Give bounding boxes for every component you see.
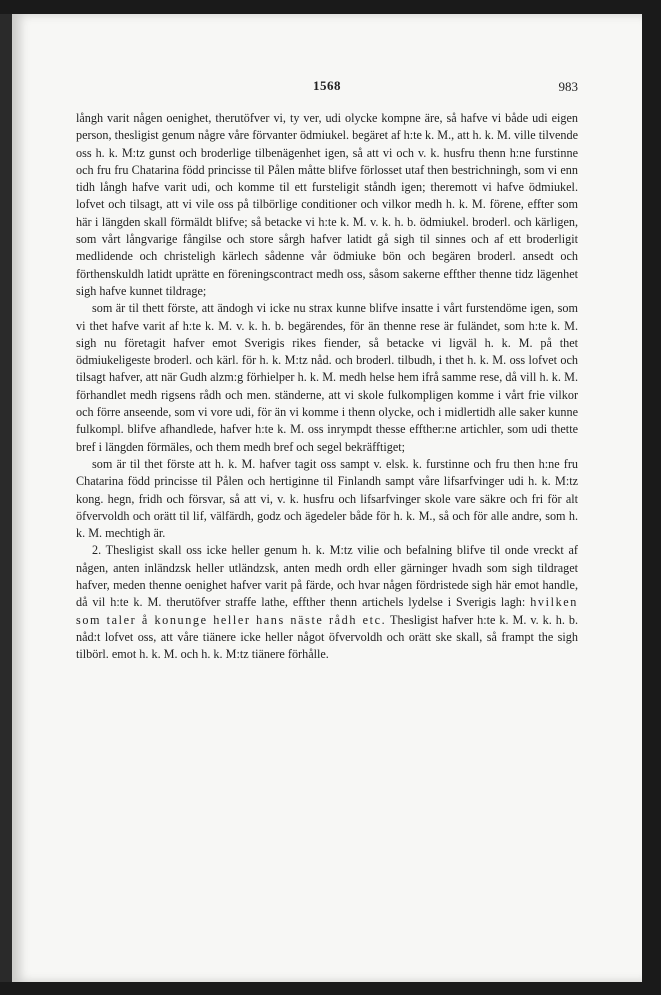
paragraph-1: långh varit någen oenighet, therutöfver vi, ty ver, udi olycke kompne äre, så hafve vi både udi eigen person, thesligist genum någre våre förvanter ödmiukel. begäret af h:te k. M., att h. k. M. ville tilvende oss h. k. M:tz gunst och broderlige tilbenägenhet igen, så att vi och v. k. husfru thenn h:ne furstinne och fru fru Chatarina född princisse til Pålen måtte blifve förlosset utaf then bestrichningh, som vi enn tidh långh hafve varit udi, och komme til ett fursteligit ståndh igen; theremott vi hafve ödmiukel. lofvet och tilsagt, att vi vile oss på tilbörlige conditioner och vilkor medh h. k. M. förene, effter som här i längden skall förmäldt blifve; så betacke vi h:te k. M. v. k. h. b. ödmiukel. broderl. och kärligen, som vårt långvarige fångilse och store sårgh hafver latidt gå sigh til sinnes och af ett broderligit medlidende och christeligh kärlech sådenne vår ödmiuke bön och begären broderl. ansedt och förthenskuldh latidt uprätte en föreningscontract medh oss, såsom sakerne effther thenne tidz lägenhet sigh hafve kunnet tildrage; — [76, 111, 578, 298]
paragraph-3: som är til thet förste att h. k. M. hafver tagit oss sampt v. elsk. k. furstinne och fru then h:ne fru Chatarina född princisse til Pålen och hertiginne til Finlandh sampt våre lifsarfvinger udi h. k. M:tz kong. hegn, fridh och försvar, så att vi, v. k. husfru och lifsarfvinger skole vare säkre och fri för alt öfvervoldh och orätt til lif, välfärdh, godz och ägedeler både för h. k. M., så och för alle andre, som h. k. M. mechtigh är. — [76, 456, 578, 541]
page-number: 983 — [558, 79, 578, 94]
running-head-year: 1568 — [313, 78, 341, 93]
paragraph-4-end: Thesligist hafver h:te k. M. v. k. h. b. nåd:t lofvet oss, att våre tiänere icke heller något öfvervoldh och orätt ske skall, så frampt the sigh tilbörl. emot h. k. M. och h. k. M:tz tiänere förhålle. — [76, 612, 578, 662]
page-header — [76, 78, 578, 98]
paragraph-4 — [76, 542, 578, 663]
paragraph-4-quote: hvilken som taler å konunge heller hans näste rådh etc. — [76, 595, 578, 627]
paragraph-4-start: 2. Thesligist skall oss icke heller genum h. k. M:tz vilie och befalning blifve til onde vreckt af någen, anten inländzsk heller utländzsk, anten medh ordh eller gärninger hvadh som sigh tildraget hafver, meden thenne oenighet hafver varit på färde, och hvar någen fördristede sigh här emot handle, då vil h:te k. M. therutöfver straffe lathe, effther thenn artichels lydelse i Sverigis lagh: — [76, 543, 578, 610]
paragraph-2: som är til thett förste, att ändogh vi icke nu strax kunne blifve insatte i vårt furstendöme igen, som vi thet hafve varit af h:te k. M. v. k. h. b. begärendes, för än thenne rese är fuländet, som h:te k. M. sigh nu företagit hafver emot Sverigis rikes fiender, så betacke vi ligväl h. k. M. på thet ödmiukeligeste broderl. och kärl. för h. k. M:tz nåd. och broderl. tilbudh, i thet h. k. M. oss lofvet och tilsagt hafver, att när Gudh alzm:g förhielper h. k. M. medh helse hem ifrå samme rese, då vill h. k. M. förhandlet medh rigsens rådh och men. ständerne, att vi skole fulkompligen komme i vårt frie vilkor och förre anseende, som vi vore udi, för än vi komme i thenn olycke, och i midlertidh alle saker kunne fulkompl. blifve afhandlede, hafver h:te k. M. oss inrympdt thesse effther:ne artichler, som udi thette bref i längden förmäles, och them medh bref och segel bekräfftiget; — [76, 301, 578, 454]
body-text — [76, 110, 578, 664]
page-left-shadow — [0, 14, 12, 982]
